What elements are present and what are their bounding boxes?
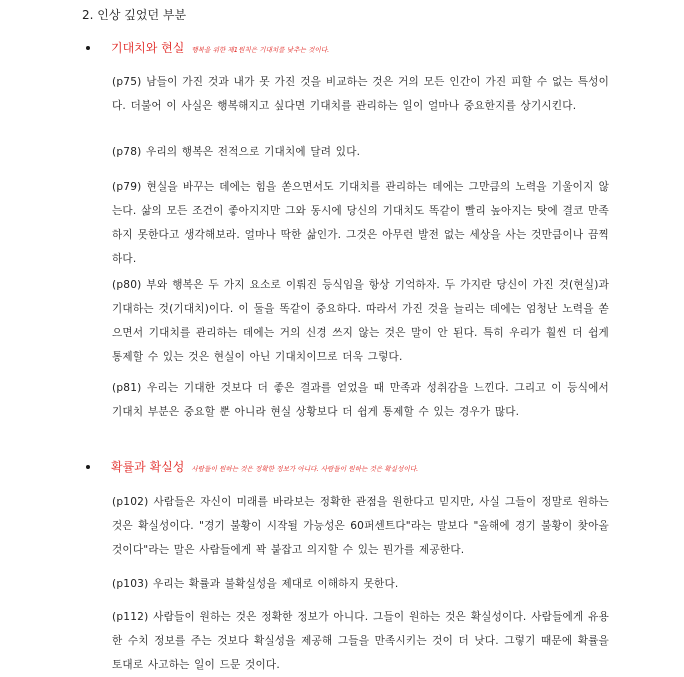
paragraph: (p112) 사람들이 원하는 것은 정확한 정보가 아니다. 그들이 원하는 것은 확실성이다. 사람들에게 유용한 수치 정보를 주는 것보다 확실성을 제공해 그들을 만족시키는 것이 더 낫다. 그렇기 때문에 확률을 토대로 사고하는 일이 드문 것이다. xyxy=(112,611,609,671)
topic-probability xyxy=(86,458,418,478)
paragraph: (p81) 우리는 기대한 것보다 더 좋은 결과를 얻었을 때 만족과 성취감을 느낀다. 그리고 이 등식에서 기대치 부분은 중요할 뿐 아니라 현실 상황보다 더 쉽게 통제할 수 있는 경우가 많다. xyxy=(112,382,609,418)
paragraph: (p75) 남들이 가진 것과 내가 못 가진 것을 비교하는 것은 거의 모든 인간이 가진 피할 수 없는 특성이다. 더불어 이 사실은 행복해지고 싶다면 기대치를 관리하는 일이 얼마나 중요한지를 상기시킨다. xyxy=(112,76,609,112)
section-heading: 2. 인상 깊었던 부분 xyxy=(82,8,187,22)
topic-title: 기대치와 현실 xyxy=(111,41,185,55)
bullet-icon xyxy=(86,465,90,469)
topic-subtitle: 사람들이 원하는 것은 정확한 정보가 아니다. 사람들이 원하는 것은 확실성이다. xyxy=(191,465,419,473)
paragraph: (p103) 우리는 확률과 불확실성을 제대로 이해하지 못한다. xyxy=(112,578,399,590)
paragraph: (p79) 현실을 바꾸는 데에는 힘을 쏟으면서도 기대치를 관리하는 데에는 그만큼의 노력을 기울이지 않는다. 삶의 모든 조건이 좋아지지만 그와 동시에 당신의 기대치도 똑같이 빨리 높아지는 탓에 결코 만족하지 못한다고 생각해보라. 얼마나 딱한 삶인가. 그것은 아무런 발전 없는 세상을 사는 것만큼이나 끔찍하다. xyxy=(112,181,609,265)
topic-title: 확률과 확실성 xyxy=(111,460,185,474)
paragraph: (p78) 우리의 행복은 전적으로 기대치에 달려 있다. xyxy=(112,146,361,158)
topic-expectations xyxy=(86,39,329,59)
paragraph: (p80) 부와 행복은 두 가지 요소로 이뤄진 등식임을 항상 기억하자. 두 가지란 당신이 가진 것(현실)과 기대하는 것(기대치)이다. 이 둘을 똑같이 중요하다. 따라서 가진 것을 늘리는 데에는 엄청난 노력을 쏟으면서 기대치를 관리하는 데에는 거의 신경 쓰지 않는 것은 말이 안 된다. 특히 우리가 훨씬 더 쉽게 통제할 수 있는 것은 현실이 아닌 기대치이므로 더욱 그렇다. xyxy=(112,279,609,363)
bullet-icon xyxy=(86,46,90,50)
paragraph: (p102) 사람들은 자신이 미래를 바라보는 정확한 관점을 원한다고 믿지만, 사실 그들이 정말로 원하는 것은 확실성이다. "경기 불황이 시작될 가능성은 60퍼센트다"라는 말보다 "올해에 경기 불황이 찾아올 것이다"라는 말은 사람들에게 꽉 붙잡고 의지할 수 있는 뭔가를 제공한다. xyxy=(112,496,609,556)
topic-subtitle: 행복을 위한 제1원칙은 기대치를 낮추는 것이다. xyxy=(191,46,330,54)
